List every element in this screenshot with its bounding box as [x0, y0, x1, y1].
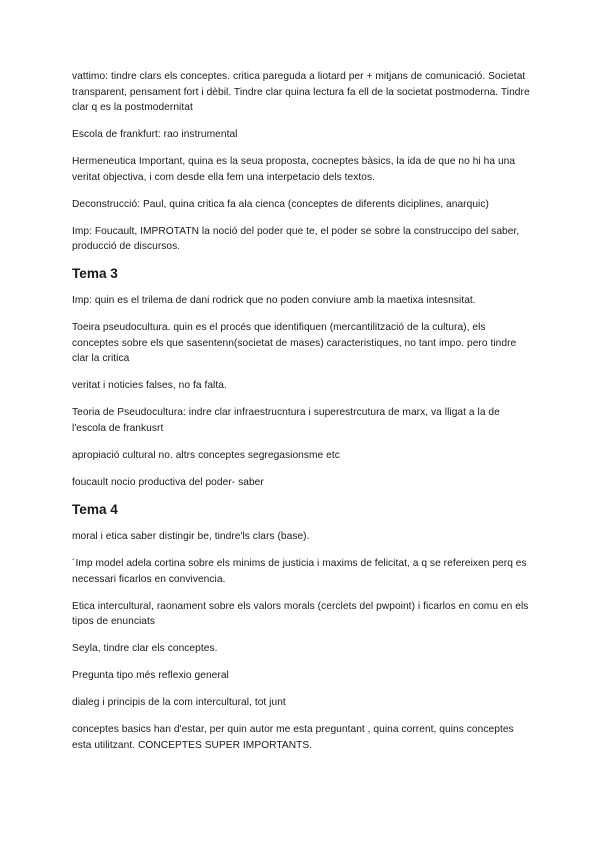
- paragraph-vattimo: vattimo: tindre clars els conceptes. critica pareguda a liotard per + mitjans de comunicació. Societat transparent, pensament fort i dèbil. Tindre clar quina lectura fa ell de la societat postmoderna. Tindre clar q es la postmodernitat: [72, 71, 530, 114]
- document-body: [72, 69, 532, 765]
- paragraph-moral-etica: moral i etica saber distingir be, tindre'ls clars (base).: [72, 530, 310, 542]
- paragraph-veritat: veritat i noticies falses, no fa falta.: [72, 380, 227, 392]
- paragraph-foucault-poder: foucault nocio productiva del poder- saber: [72, 477, 264, 488]
- paragraph-adela-cortina: ´Imp model adela cortina sobre els minims de justicia i maxims de felicitat, a q se refereixen perq es necessari ficarlos en convivencia.: [72, 557, 527, 585]
- paragraph-deconstruccio: Deconstrucció: Paul, quina critica fa ala cienca (conceptes de diferents diciplines, anarquic): [72, 198, 489, 210]
- paragraph-etica-intercultural: Etica intercultural, raonament sobre els valors morals (cerclets del pwpoint) i ficarlos en comu en els tipos de enunciats: [72, 600, 529, 628]
- paragraph-teoria-pseudocultura: Teoria de Pseudocultura: indre clar infraestrucntura i superestrcutura de marx, va lligat a la de l'escola de frankusrt: [72, 407, 500, 435]
- paragraph-trilema: Imp: quin es el trilema de dani rodrick que no poden conviure amb la maetixa intesnsitat.: [72, 295, 476, 307]
- paragraph-seyla: Seyla, tindre clar els conceptes.: [72, 643, 218, 655]
- paragraph-hermeneutica: Hermeneutica Important, quina es la seua proposta, cocneptes bàsics, la ida de que no hi ha una veritat objectiva, i com desde ella fem una interpetacio dels textos.: [72, 156, 516, 183]
- heading-tema-3: Tema 3: [72, 266, 118, 282]
- paragraph-dialeg: dialeg i principis de la com intercultural, tot junt: [72, 697, 286, 709]
- paragraph-pseudocultura: Toeira pseudocultura. quin es el procés que identifiquen (mercantilització de la cultura), els conceptes sobre els que sasentenn(societat de mases) caracteristiques, no tant impo. pero tindre clar la critica: [72, 322, 517, 365]
- paragraph-apropiacio: apropiació cultural no. altrs conceptes segregasionsme etc: [72, 450, 340, 462]
- paragraph-conceptes-basics: conceptes basics han d'estar, per quin autor me esta preguntant , quina corrent, quins conceptes esta utilitzant. CONCEPTES SUPER IMPORTANTS.: [72, 724, 514, 751]
- paragraph-pregunta-tipo: Pregunta tipo més reflexio general: [72, 670, 229, 682]
- paragraph-frankfurt: Escola de frankfurt: rao instrumental: [72, 129, 238, 141]
- paragraph-foucault: Imp: Foucault, IMPROTATN la noció del poder que te, el poder se sobre la construccipo del saber, producció de discursos.: [72, 225, 520, 253]
- heading-tema-4: Tema 4: [72, 501, 118, 517]
